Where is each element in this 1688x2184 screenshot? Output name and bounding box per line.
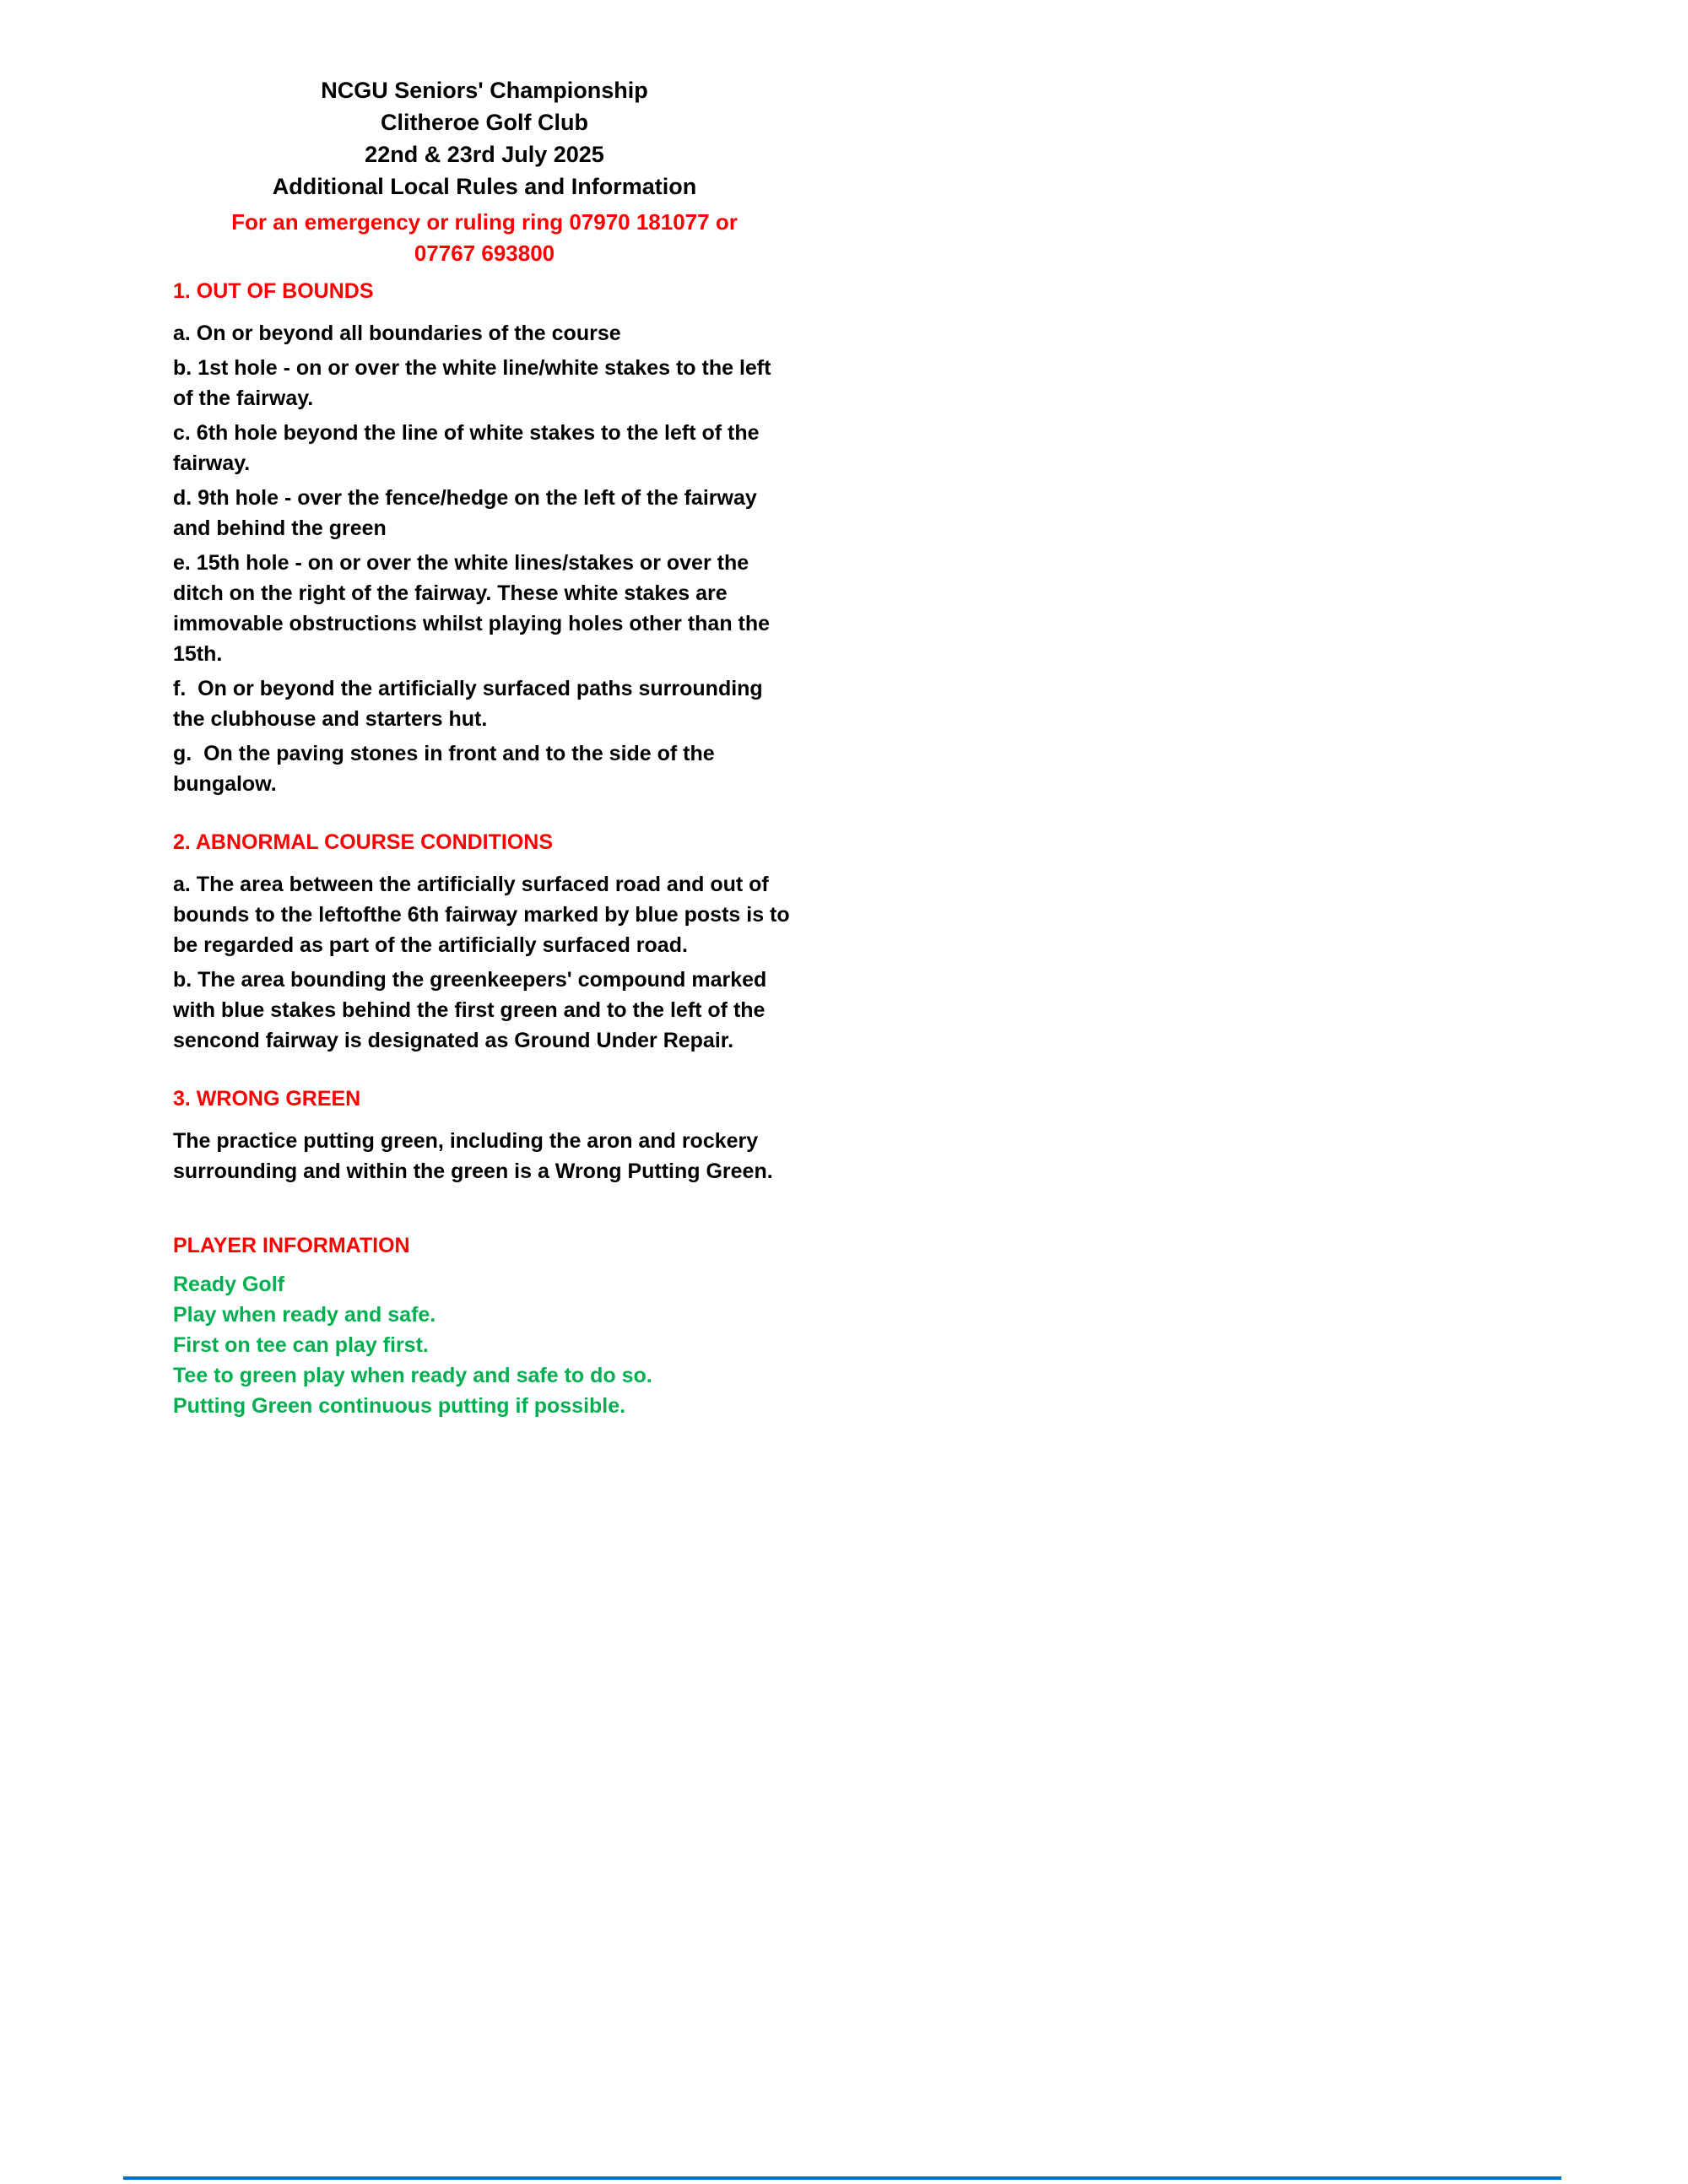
bottom-rule bbox=[123, 2176, 1561, 2180]
player-info-line: First on tee can play first. bbox=[173, 1333, 429, 1357]
title-line-club: Clitheroe Golf Club bbox=[381, 110, 588, 135]
section-out-of-bounds bbox=[173, 276, 796, 799]
section-abnormal-course-conditions bbox=[173, 827, 796, 1056]
emergency-line: For an emergency or ruling ring 07970 181077 or bbox=[231, 209, 738, 235]
document-content bbox=[173, 74, 796, 1421]
rule-paragraph: e. 15th hole - on or over the white lines/stakes or over the ditch on the right of the fairway. These white stakes are immovable obstructions whilst playing holes other than the 15th. bbox=[173, 551, 776, 666]
title-line-subtitle: Additional Local Rules and Information bbox=[272, 174, 697, 199]
section-heading: 3. WRONG GREEN bbox=[173, 1087, 361, 1111]
section-player-information bbox=[173, 1230, 796, 1421]
rule-paragraph: The practice putting green, including the aron and rockery surrounding and within the green is a Wrong Putting Green. bbox=[173, 1129, 773, 1183]
section-heading: 1. OUT OF BOUNDS bbox=[173, 279, 374, 303]
emergency-line: 07767 693800 bbox=[414, 241, 555, 266]
rule-paragraph: g. On the paving stones in front and to the side of the bungalow. bbox=[173, 742, 721, 796]
rule-paragraph: f. On or beyond the artificially surfaced paths surrounding the clubhouse and starters hut. bbox=[173, 677, 769, 731]
rule-paragraph: a. On or beyond all boundaries of the course bbox=[173, 322, 621, 345]
player-info-line: Putting Green continuous putting if possible. bbox=[173, 1394, 626, 1418]
title-line-dates: 22nd & 23rd July 2025 bbox=[365, 142, 604, 167]
player-info-line: Tee to green play when ready and safe to do so. bbox=[173, 1364, 652, 1387]
section-heading: PLAYER INFORMATION bbox=[173, 1234, 410, 1257]
rule-paragraph: c. 6th hole beyond the line of white stakes to the left of the fairway. bbox=[173, 421, 766, 475]
player-info-line: Play when ready and safe. bbox=[173, 1303, 436, 1327]
rule-paragraph: a. The area between the artificially surfaced road and out of bounds to the leftofthe 6th fairway marked by blue posts is to be regarded as part of the artificially surfaced road. bbox=[173, 873, 796, 957]
rule-paragraph: d. 9th hole - over the fence/hedge on the left of the fairway and behind the green bbox=[173, 486, 763, 540]
title-line-championship: NCGU Seniors' Championship bbox=[321, 78, 648, 103]
rule-paragraph: b. 1st hole - on or over the white line/white stakes to the left of the fairway. bbox=[173, 356, 777, 410]
player-info-line: Ready Golf bbox=[173, 1273, 284, 1296]
section-wrong-green bbox=[173, 1084, 796, 1187]
rule-paragraph: b. The area bounding the greenkeepers' compound marked with blue stakes behind the first green and to the left of the sencond fairway is designated as Ground Under Repair. bbox=[173, 968, 773, 1052]
emergency-notice bbox=[173, 207, 796, 269]
document-header bbox=[173, 74, 796, 269]
section-heading: 2. ABNORMAL COURSE CONDITIONS bbox=[173, 830, 554, 854]
